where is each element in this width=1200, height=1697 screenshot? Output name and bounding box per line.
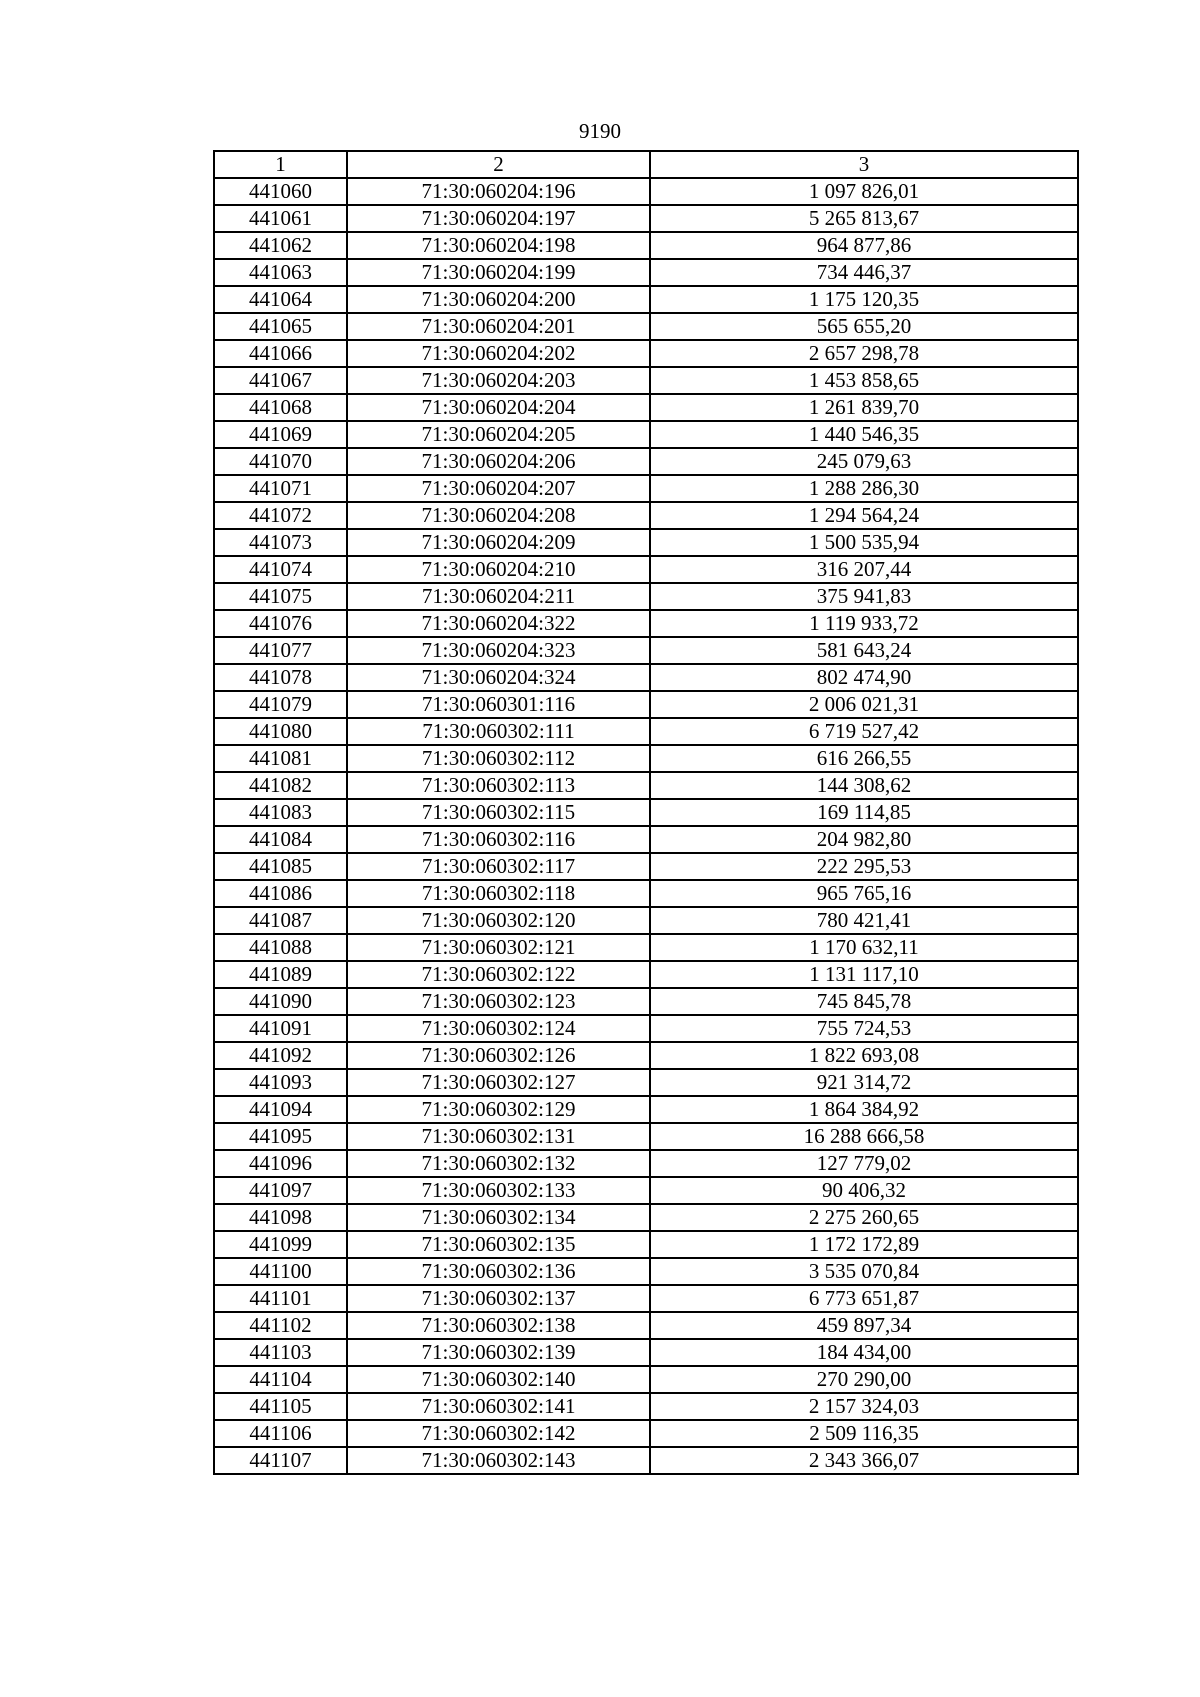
cadastral-number-cell: 71:30:060204:207 <box>347 475 650 502</box>
cadastral-number-cell: 71:30:060302:142 <box>347 1420 650 1447</box>
table-row <box>214 799 1078 826</box>
table-row <box>214 232 1078 259</box>
table-row <box>214 313 1078 340</box>
cadastral-value-cell: 375 941,83 <box>650 583 1078 610</box>
table-row <box>214 340 1078 367</box>
cadastral-value-cell: 127 779,02 <box>650 1150 1078 1177</box>
table-row <box>214 178 1078 205</box>
cadastral-value-cell: 6 719 527,42 <box>650 718 1078 745</box>
table-row <box>214 1096 1078 1123</box>
row-number-cell: 441095 <box>214 1123 347 1150</box>
row-number-cell: 441099 <box>214 1231 347 1258</box>
cadastral-value-cell: 184 434,00 <box>650 1339 1078 1366</box>
table-row <box>214 1393 1078 1420</box>
row-number-cell: 441075 <box>214 583 347 610</box>
row-number-cell: 441102 <box>214 1312 347 1339</box>
cadastral-number-cell: 71:30:060204:324 <box>347 664 650 691</box>
row-number-cell: 441067 <box>214 367 347 394</box>
table-row <box>214 1231 1078 1258</box>
cadastral-number-cell: 71:30:060302:118 <box>347 880 650 907</box>
cadastral-value-cell: 921 314,72 <box>650 1069 1078 1096</box>
table-row <box>214 448 1078 475</box>
table-row <box>214 1204 1078 1231</box>
cadastral-value-cell: 270 290,00 <box>650 1366 1078 1393</box>
cadastral-number-cell: 71:30:060302:131 <box>347 1123 650 1150</box>
cadastral-value-cell: 1 097 826,01 <box>650 178 1078 205</box>
table-row <box>214 205 1078 232</box>
table-row <box>214 421 1078 448</box>
cadastral-value-cell: 802 474,90 <box>650 664 1078 691</box>
cadastral-number-cell: 71:30:060302:133 <box>347 1177 650 1204</box>
cadastral-number-cell: 71:30:060302:136 <box>347 1258 650 1285</box>
cadastral-number-cell: 71:30:060204:204 <box>347 394 650 421</box>
page-number: 9190 <box>579 119 621 143</box>
row-number-cell: 441062 <box>214 232 347 259</box>
cadastral-value-cell: 144 308,62 <box>650 772 1078 799</box>
table-row <box>214 1015 1078 1042</box>
table-row <box>214 556 1078 583</box>
cadastral-number-cell: 71:30:060204:202 <box>347 340 650 367</box>
row-number-cell: 441085 <box>214 853 347 880</box>
cadastral-number-cell: 71:30:060204:200 <box>347 286 650 313</box>
table-row <box>214 286 1078 313</box>
cadastral-number-cell: 71:30:060302:113 <box>347 772 650 799</box>
row-number-cell: 441086 <box>214 880 347 907</box>
cadastral-value-cell: 1 294 564,24 <box>650 502 1078 529</box>
row-number-cell: 441088 <box>214 934 347 961</box>
header-cell-2: 2 <box>347 151 650 178</box>
cadastral-value-cell: 1 822 693,08 <box>650 1042 1078 1069</box>
cadastral-number-cell: 71:30:060302:117 <box>347 853 650 880</box>
cadastral-number-cell: 71:30:060302:115 <box>347 799 650 826</box>
cadastral-value-cell: 2 006 021,31 <box>650 691 1078 718</box>
row-number-cell: 441077 <box>214 637 347 664</box>
cadastral-number-cell: 71:30:060302:124 <box>347 1015 650 1042</box>
row-number-cell: 441101 <box>214 1285 347 1312</box>
cadastral-number-cell: 71:30:060204:210 <box>347 556 650 583</box>
cadastral-value-cell: 1 119 933,72 <box>650 610 1078 637</box>
row-number-cell: 441093 <box>214 1069 347 1096</box>
row-number-cell: 441107 <box>214 1447 347 1474</box>
table-row <box>214 1123 1078 1150</box>
cadastral-number-cell: 71:30:060302:112 <box>347 745 650 772</box>
cadastral-number-cell: 71:30:060302:139 <box>347 1339 650 1366</box>
table-row <box>214 664 1078 691</box>
cadastral-number-cell: 71:30:060302:141 <box>347 1393 650 1420</box>
row-number-cell: 441060 <box>214 178 347 205</box>
cadastral-value-cell: 964 877,86 <box>650 232 1078 259</box>
cadastral-number-cell: 71:30:060302:129 <box>347 1096 650 1123</box>
cadastral-value-cell: 1 170 632,11 <box>650 934 1078 961</box>
row-number-cell: 441066 <box>214 340 347 367</box>
cadastral-number-cell: 71:30:060204:209 <box>347 529 650 556</box>
cadastral-number-cell: 71:30:060204:322 <box>347 610 650 637</box>
row-number-cell: 441097 <box>214 1177 347 1204</box>
table-row <box>214 880 1078 907</box>
cadastral-number-cell: 71:30:060204:208 <box>347 502 650 529</box>
cadastral-value-cell: 565 655,20 <box>650 313 1078 340</box>
table-row <box>214 1042 1078 1069</box>
cadastral-value-cell: 755 724,53 <box>650 1015 1078 1042</box>
cadastral-value-cell: 2 275 260,65 <box>650 1204 1078 1231</box>
table-row <box>214 583 1078 610</box>
row-number-cell: 441071 <box>214 475 347 502</box>
cadastral-value-cell: 3 535 070,84 <box>650 1258 1078 1285</box>
table-row <box>214 1177 1078 1204</box>
header-row <box>214 151 1078 178</box>
row-number-cell: 441094 <box>214 1096 347 1123</box>
cadastral-value-cell: 316 207,44 <box>650 556 1078 583</box>
row-number-cell: 441091 <box>214 1015 347 1042</box>
cadastral-value-cell: 1 175 120,35 <box>650 286 1078 313</box>
row-number-cell: 441063 <box>214 259 347 286</box>
table-row <box>214 772 1078 799</box>
row-number-cell: 441072 <box>214 502 347 529</box>
row-number-cell: 441076 <box>214 610 347 637</box>
row-number-cell: 441096 <box>214 1150 347 1177</box>
cadastral-number-cell: 71:30:060204:201 <box>347 313 650 340</box>
row-number-cell: 441092 <box>214 1042 347 1069</box>
cadastral-value-cell: 5 265 813,67 <box>650 205 1078 232</box>
cadastral-number-cell: 71:30:060302:122 <box>347 961 650 988</box>
cadastral-value-cell: 16 288 666,58 <box>650 1123 1078 1150</box>
table-row <box>214 907 1078 934</box>
cadastral-number-cell: 71:30:060204:196 <box>347 178 650 205</box>
cadastral-value-cell: 90 406,32 <box>650 1177 1078 1204</box>
cadastral-value-cell: 2 343 366,07 <box>650 1447 1078 1474</box>
row-number-cell: 441070 <box>214 448 347 475</box>
cadastral-number-cell: 71:30:060301:116 <box>347 691 650 718</box>
cadastral-value-cell: 1 131 117,10 <box>650 961 1078 988</box>
row-number-cell: 441073 <box>214 529 347 556</box>
row-number-cell: 441090 <box>214 988 347 1015</box>
cadastral-number-cell: 71:30:060204:323 <box>347 637 650 664</box>
row-number-cell: 441100 <box>214 1258 347 1285</box>
cadastral-value-cell: 2 657 298,78 <box>650 340 1078 367</box>
cadastral-number-cell: 71:30:060302:132 <box>347 1150 650 1177</box>
row-number-cell: 441105 <box>214 1393 347 1420</box>
table-row <box>214 826 1078 853</box>
cadastral-number-cell: 71:30:060302:126 <box>347 1042 650 1069</box>
table-row <box>214 934 1078 961</box>
cadastral-number-cell: 71:30:060302:123 <box>347 988 650 1015</box>
cadastral-value-cell: 734 446,37 <box>650 259 1078 286</box>
table-row <box>214 610 1078 637</box>
cadastral-value-cell: 1 440 546,35 <box>650 421 1078 448</box>
cadastral-value-cell: 204 982,80 <box>650 826 1078 853</box>
cadastral-number-cell: 71:30:060204:205 <box>347 421 650 448</box>
table-row <box>214 259 1078 286</box>
cadastral-value-cell: 2 509 116,35 <box>650 1420 1078 1447</box>
cadastral-number-cell: 71:30:060204:198 <box>347 232 650 259</box>
table-row <box>214 718 1078 745</box>
header-cell-1: 1 <box>214 151 347 178</box>
cadastral-value-cell: 245 079,63 <box>650 448 1078 475</box>
cadastral-number-cell: 71:30:060204:206 <box>347 448 650 475</box>
cadastral-number-cell: 71:30:060204:199 <box>347 259 650 286</box>
table-row <box>214 367 1078 394</box>
table-row <box>214 394 1078 421</box>
cadastral-value-cell: 1 172 172,89 <box>650 1231 1078 1258</box>
row-number-cell: 441082 <box>214 772 347 799</box>
table-row <box>214 475 1078 502</box>
cadastral-value-cell: 616 266,55 <box>650 745 1078 772</box>
cadastral-number-cell: 71:30:060302:134 <box>347 1204 650 1231</box>
row-number-cell: 441068 <box>214 394 347 421</box>
cadastral-value-cell: 965 765,16 <box>650 880 1078 907</box>
row-number-cell: 441087 <box>214 907 347 934</box>
cadastral-value-cell: 1 453 858,65 <box>650 367 1078 394</box>
cadastral-value-cell: 1 288 286,30 <box>650 475 1078 502</box>
table-row <box>214 988 1078 1015</box>
row-number-cell: 441080 <box>214 718 347 745</box>
table-body <box>214 178 1078 1474</box>
row-number-cell: 441084 <box>214 826 347 853</box>
table-row <box>214 853 1078 880</box>
row-number-cell: 441074 <box>214 556 347 583</box>
cadastral-value-cell: 6 773 651,87 <box>650 1285 1078 1312</box>
cadastral-value-cell: 1 500 535,94 <box>650 529 1078 556</box>
table-row <box>214 1339 1078 1366</box>
cadastral-number-cell: 71:30:060204:203 <box>347 367 650 394</box>
row-number-cell: 441065 <box>214 313 347 340</box>
table-row <box>214 961 1078 988</box>
table-row <box>214 691 1078 718</box>
cadastral-number-cell: 71:30:060302:120 <box>347 907 650 934</box>
cadastral-number-cell: 71:30:060204:211 <box>347 583 650 610</box>
cadastral-number-cell: 71:30:060302:143 <box>347 1447 650 1474</box>
cadastral-value-cell: 581 643,24 <box>650 637 1078 664</box>
header-cell-3: 3 <box>650 151 1078 178</box>
cadastral-number-cell: 71:30:060204:197 <box>347 205 650 232</box>
cadastral-number-cell: 71:30:060302:111 <box>347 718 650 745</box>
table-header <box>214 151 1078 178</box>
row-number-cell: 441081 <box>214 745 347 772</box>
table-row <box>214 1420 1078 1447</box>
row-number-cell: 441089 <box>214 961 347 988</box>
cadastral-value-cell: 222 295,53 <box>650 853 1078 880</box>
cadastral-number-cell: 71:30:060302:140 <box>347 1366 650 1393</box>
cadastral-value-cell: 2 157 324,03 <box>650 1393 1078 1420</box>
cadastral-number-cell: 71:30:060302:121 <box>347 934 650 961</box>
row-number-cell: 441083 <box>214 799 347 826</box>
row-number-cell: 441098 <box>214 1204 347 1231</box>
cadastral-number-cell: 71:30:060302:116 <box>347 826 650 853</box>
cadastral-number-cell: 71:30:060302:137 <box>347 1285 650 1312</box>
table-row <box>214 1312 1078 1339</box>
cadastral-value-cell: 169 114,85 <box>650 799 1078 826</box>
table-row <box>214 1447 1078 1474</box>
row-number-cell: 441064 <box>214 286 347 313</box>
cadastral-value-cell: 745 845,78 <box>650 988 1078 1015</box>
cadastral-value-cell: 459 897,34 <box>650 1312 1078 1339</box>
table-row <box>214 1366 1078 1393</box>
table-row <box>214 529 1078 556</box>
cadastral-value-cell: 780 421,41 <box>650 907 1078 934</box>
row-number-cell: 441078 <box>214 664 347 691</box>
cadastral-value-cell: 1 864 384,92 <box>650 1096 1078 1123</box>
table-row <box>214 1285 1078 1312</box>
row-number-cell: 441103 <box>214 1339 347 1366</box>
table-row <box>214 502 1078 529</box>
row-number-cell: 441104 <box>214 1366 347 1393</box>
row-number-cell: 441069 <box>214 421 347 448</box>
table-row <box>214 637 1078 664</box>
cadastral-value-table <box>213 150 1079 1475</box>
cadastral-value-cell: 1 261 839,70 <box>650 394 1078 421</box>
cadastral-number-cell: 71:30:060302:135 <box>347 1231 650 1258</box>
table-row <box>214 1069 1078 1096</box>
row-number-cell: 441061 <box>214 205 347 232</box>
row-number-cell: 441079 <box>214 691 347 718</box>
cadastral-number-cell: 71:30:060302:138 <box>347 1312 650 1339</box>
cadastral-number-cell: 71:30:060302:127 <box>347 1069 650 1096</box>
table-row <box>214 745 1078 772</box>
row-number-cell: 441106 <box>214 1420 347 1447</box>
table-row <box>214 1150 1078 1177</box>
table-row <box>214 1258 1078 1285</box>
